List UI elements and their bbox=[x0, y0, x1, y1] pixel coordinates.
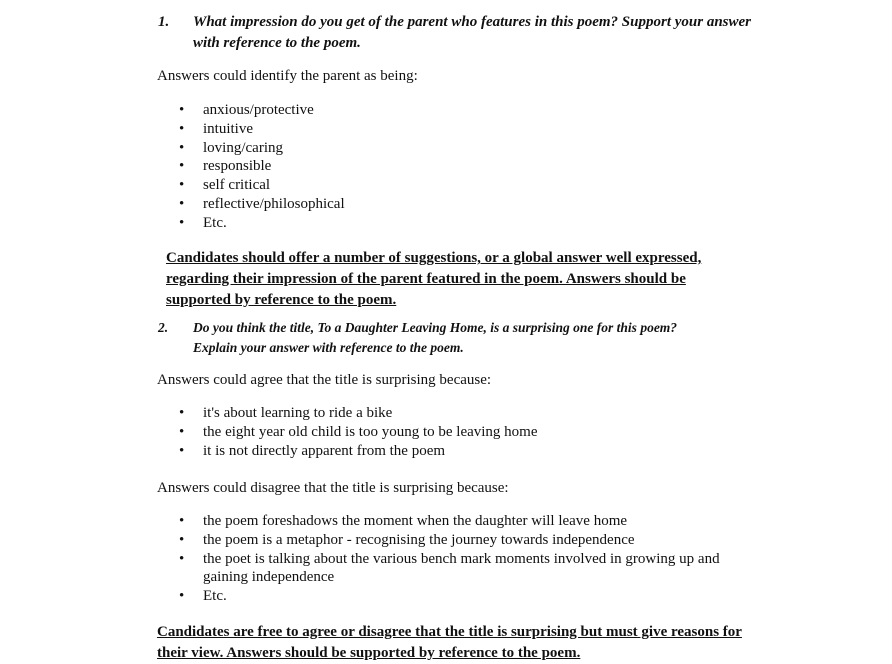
question-1-marking-guidance: Candidates should offer a number of suggestions, or a global answer well expressed, regarding their impression of the parent featured in the poem. Answers should be supported by reference to the poem. bbox=[166, 250, 702, 308]
bullet-icon: • bbox=[179, 177, 185, 194]
list-item: • self critical bbox=[179, 177, 271, 194]
bullet-icon: • bbox=[179, 423, 185, 440]
question-2-disagree-list bbox=[179, 512, 763, 606]
bullet-icon: • bbox=[179, 550, 185, 567]
bullet-icon: • bbox=[179, 214, 185, 231]
list-item: • the poet is talking about the various bench mark moments involved in growing up and gaining independence bbox=[179, 550, 720, 586]
list-item: • the poem is a metaphor - recognising the journey towards independence bbox=[179, 531, 635, 548]
bullet-icon: • bbox=[179, 102, 185, 118]
bullet-icon: • bbox=[179, 588, 185, 605]
question-1-number: 1. bbox=[158, 14, 170, 30]
question-2-disagree-intro: Answers could disagree that the title is surprising because: bbox=[157, 480, 509, 496]
bullet-icon: • bbox=[179, 442, 185, 459]
question-1-intro: Answers could identify the parent as being: bbox=[157, 68, 418, 84]
list-item: • it's about learning to ride a bike bbox=[179, 405, 393, 421]
question-2-agree-intro: Answers could agree that the title is surprising because: bbox=[157, 372, 492, 388]
list-item: • Etc. bbox=[179, 214, 227, 231]
bullet-icon: • bbox=[179, 139, 185, 156]
bullet-icon: • bbox=[179, 405, 185, 421]
list-item: • the eight year old child is too young to be leaving home bbox=[179, 423, 538, 440]
list-item: • reflective/philosophical bbox=[179, 195, 345, 212]
question-2-text: Do you think the title, To a Daughter Leaving Home, is a surprising one for this poem? Explain your answer with reference to the poem. bbox=[193, 320, 678, 355]
question-2-number: 2. bbox=[158, 320, 169, 335]
list-item: • the poem foreshadows the moment when the daughter will leave home bbox=[179, 513, 628, 529]
list-item: • responsible bbox=[179, 158, 272, 175]
list-item: • it is not directly apparent from the poem bbox=[179, 442, 446, 459]
list-item: • loving/caring bbox=[179, 139, 283, 156]
question-2-agree-list bbox=[179, 404, 538, 460]
list-item: • anxious/protective bbox=[179, 102, 314, 118]
question-2-marking-guidance: Candidates are free to agree or disagree that the title is surprising but must give reasons for their view. Answers should be supported by reference to the poem. bbox=[157, 624, 742, 661]
question-1-bullet-list bbox=[179, 101, 345, 233]
list-item: • Etc. bbox=[179, 588, 227, 605]
question-1-text: What impression do you get of the parent who features in this poem? Support your answer with reference to the poem. bbox=[193, 14, 752, 51]
bullet-icon: • bbox=[179, 513, 185, 529]
bullet-icon: • bbox=[179, 531, 185, 548]
bullet-icon: • bbox=[179, 195, 185, 212]
list-item: • intuitive bbox=[179, 120, 253, 137]
bullet-icon: • bbox=[179, 120, 185, 137]
bullet-icon: • bbox=[179, 158, 185, 175]
